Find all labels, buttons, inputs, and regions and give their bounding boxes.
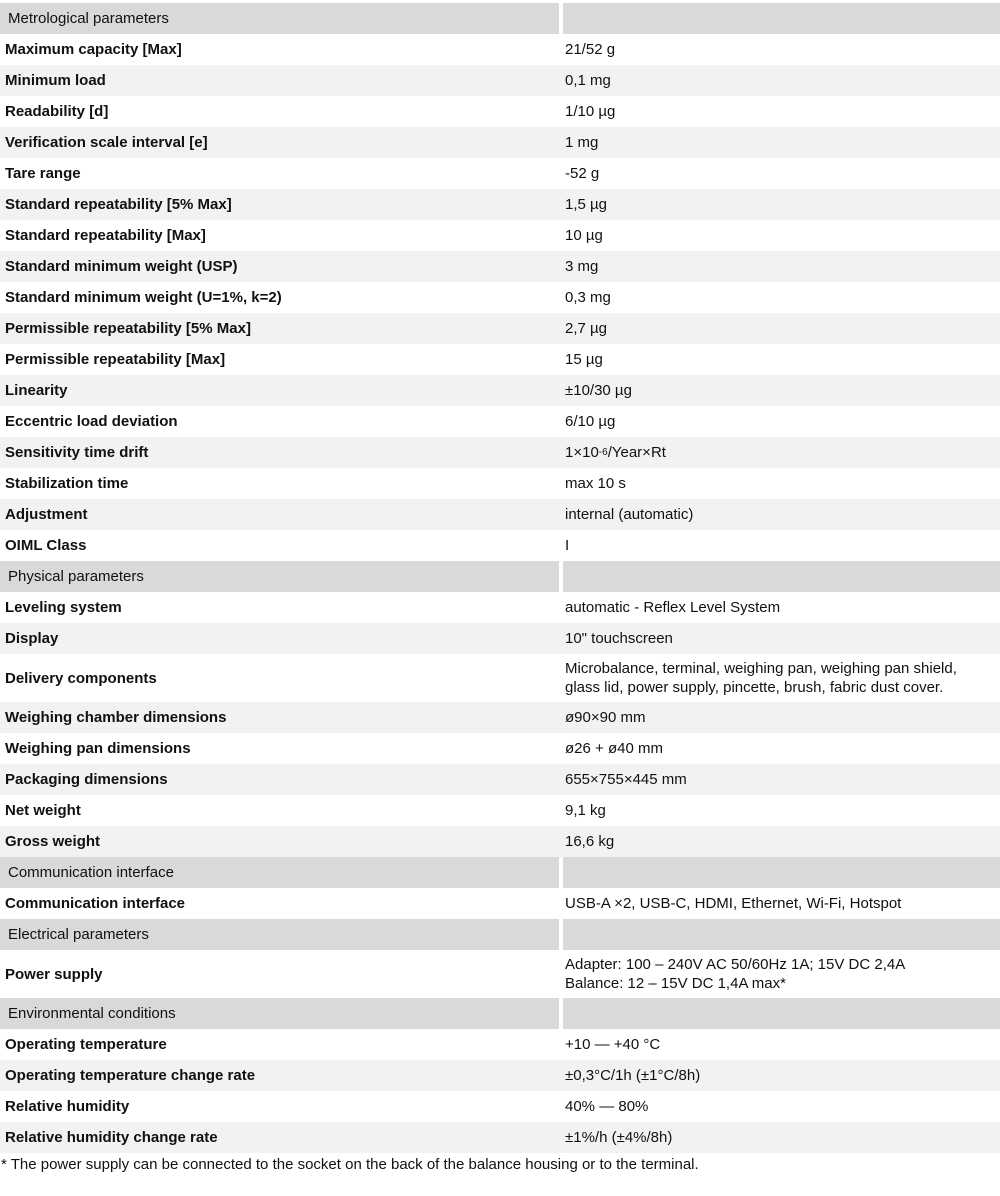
spec-label: Communication interface: [5, 895, 186, 912]
spec-label: Tare range: [5, 165, 81, 182]
section-value-cell: [563, 998, 1000, 1029]
spec-label: Permissible repeatability [Max]: [5, 351, 226, 368]
section-title: Communication interface: [0, 857, 559, 888]
spec-label: Relative humidity change rate: [5, 1129, 218, 1146]
section-header-metrological-parameters: [0, 3, 1000, 34]
spec-label: Minimum load: [5, 72, 106, 89]
spec-value: automatic - Reflex Level System: [565, 599, 781, 616]
spec-value: 9,1 kg: [565, 802, 606, 819]
spec-label: Delivery components: [5, 669, 157, 687]
spec-value: 3 mg: [565, 258, 599, 275]
spec-row-communication-interface: [0, 888, 1000, 919]
spec-value: I: [565, 537, 570, 554]
spec-row-net-weight: [0, 795, 1000, 826]
spec-value: 655×755×445 mm: [565, 771, 687, 788]
spec-value: ±10/30 µg: [565, 382, 632, 399]
spec-row-stabilization-time: [0, 468, 1000, 499]
spec-row-weighing-chamber-dimensions: [0, 702, 1000, 733]
spec-row-minimum-load: [0, 65, 1000, 96]
spec-label: Standard repeatability [5% Max]: [5, 196, 232, 213]
spec-label: Permissible repeatability [5% Max]: [5, 320, 251, 337]
spec-row-sensitivity-time-drift: [0, 437, 1000, 468]
spec-label: Display: [5, 630, 59, 647]
spec-label: Gross weight: [5, 833, 101, 850]
spec-row-eccentric-load-deviation: [0, 406, 1000, 437]
spec-row-relative-humidity-change-rate: [0, 1122, 1000, 1153]
spec-value: ±0,3°C/1h (±1°C/8h): [565, 1067, 701, 1084]
spec-label: Linearity: [5, 382, 68, 399]
spec-label: Standard minimum weight (U=1%, k=2): [5, 289, 282, 306]
spec-row-display: [0, 623, 1000, 654]
section-value-cell: [563, 857, 1000, 888]
spec-value: USB-A ×2, USB-C, HDMI, Ethernet, Wi-Fi, Hotspot: [565, 895, 902, 912]
spec-row-operating-temperature: [0, 1029, 1000, 1060]
spec-value: 6/10 µg: [565, 413, 616, 430]
spec-label: Weighing chamber dimensions: [5, 709, 227, 726]
spec-value: [559, 950, 1000, 998]
spec-label: Eccentric load deviation: [5, 413, 178, 430]
section-value-cell: [563, 561, 1000, 592]
spec-row-verification-scale-interval-e: [0, 127, 1000, 158]
spec-label: Adjustment: [5, 506, 88, 523]
spec-value-line: glass lid, power supply, pincette, brush, fabric dust cover.: [565, 679, 944, 696]
spec-row-standard-repeatability-max: [0, 220, 1000, 251]
spec-value: 2,7 µg: [565, 320, 608, 337]
spec-value: 40% — 80%: [565, 1098, 649, 1115]
spec-value: 1×10 -6 /Year×Rt: [565, 444, 666, 461]
spec-value: 16,6 kg: [565, 833, 615, 850]
section-value-cell: [563, 3, 1000, 34]
spec-value: [559, 654, 1000, 702]
spec-value: max 10 s: [565, 475, 626, 492]
spec-value-line: Balance: 12 – 15V DC 1,4A max*: [565, 975, 786, 992]
spec-label: Relative humidity: [5, 1098, 130, 1115]
spec-value-line: Microbalance, terminal, weighing pan, weighing pan shield,: [565, 660, 957, 677]
spec-value: 1,5 µg: [565, 196, 608, 213]
spec-label: OIML Class: [5, 537, 87, 554]
spec-value: ±1%/h (±4%/8h): [565, 1129, 673, 1146]
section-header-environmental-conditions: [0, 998, 1000, 1029]
spec-row-readability-d: [0, 96, 1000, 127]
spec-row-tare-range: [0, 158, 1000, 189]
section-header-electrical-parameters: [0, 919, 1000, 950]
spec-value: 15 µg: [565, 351, 603, 368]
spec-row-gross-weight: [0, 826, 1000, 857]
spec-label: Leveling system: [5, 599, 122, 616]
spec-value: ø26 + ø40 mm: [565, 740, 663, 757]
spec-value: 0,1 mg: [565, 72, 611, 89]
spec-row-packaging-dimensions: [0, 764, 1000, 795]
spec-label: Verification scale interval [e]: [5, 134, 208, 151]
spec-label: Sensitivity time drift: [5, 444, 149, 461]
spec-value: internal (automatic): [565, 506, 694, 523]
section-header-communication-interface: [0, 857, 1000, 888]
spec-row-maximum-capacity-max: [0, 34, 1000, 65]
spec-label: Packaging dimensions: [5, 771, 168, 788]
spec-value: 10" touchscreen: [565, 630, 673, 647]
footnote: * The power supply can be connected to the socket on the back of the balance housing or to the terminal.: [1, 1156, 699, 1173]
spec-value: 0,3 mg: [565, 289, 611, 306]
section-title: Electrical parameters: [0, 919, 559, 950]
spec-row-oiml-class: [0, 530, 1000, 561]
spec-value: +10 — +40 °C: [565, 1036, 661, 1053]
spec-value: ø90×90 mm: [565, 709, 646, 726]
spec-value: 21/52 g: [565, 41, 616, 58]
section-value-cell: [563, 919, 1000, 950]
spec-value: -52 g: [565, 165, 600, 182]
spec-row-relative-humidity: [0, 1091, 1000, 1122]
section-title: Metrological parameters: [0, 3, 559, 34]
spec-row-delivery-components: [0, 654, 1000, 702]
spec-label: Standard minimum weight (USP): [5, 258, 238, 275]
spec-row-linearity: [0, 375, 1000, 406]
spec-row-standard-repeatability-5-max: [0, 189, 1000, 220]
spec-row-weighing-pan-dimensions: [0, 733, 1000, 764]
section-title: Environmental conditions: [0, 998, 559, 1029]
spec-row-standard-minimum-weight-usp: [0, 251, 1000, 282]
spec-label: Operating temperature change rate: [5, 1067, 256, 1084]
spec-row-adjustment: [0, 499, 1000, 530]
spec-label: Maximum capacity [Max]: [5, 41, 182, 58]
section-title: Physical parameters: [0, 561, 559, 592]
spec-row-permissible-repeatability-5-max: [0, 313, 1000, 344]
spec-row-permissible-repeatability-max: [0, 344, 1000, 375]
spec-value-unit: /Year×Rt: [607, 444, 666, 461]
spec-row-operating-temperature-change-rate: [0, 1060, 1000, 1091]
spec-label: Weighing pan dimensions: [5, 740, 191, 757]
spec-label: Stabilization time: [5, 475, 129, 492]
spec-label: Net weight: [5, 802, 81, 819]
spec-row-power-supply: [0, 950, 1000, 998]
spec-row-leveling-system: [0, 592, 1000, 623]
spec-value: 1 mg: [565, 134, 599, 151]
spec-value: 1/10 µg: [565, 103, 616, 120]
spec-label: Power supply: [5, 965, 103, 983]
spec-value-base: 1×10: [565, 444, 599, 461]
spec-row-standard-minimum-weight-u-1-k-2: [0, 282, 1000, 313]
spec-value-line: Adapter: 100 – 240V AC 50/60Hz 1A; 15V DC 2,4A: [565, 956, 906, 973]
spec-label: Readability [d]: [5, 103, 109, 120]
section-header-physical-parameters: [0, 561, 1000, 592]
spec-label: Operating temperature: [5, 1036, 167, 1053]
spec-value: 10 µg: [565, 227, 603, 244]
spec-label: Standard repeatability [Max]: [5, 227, 206, 244]
